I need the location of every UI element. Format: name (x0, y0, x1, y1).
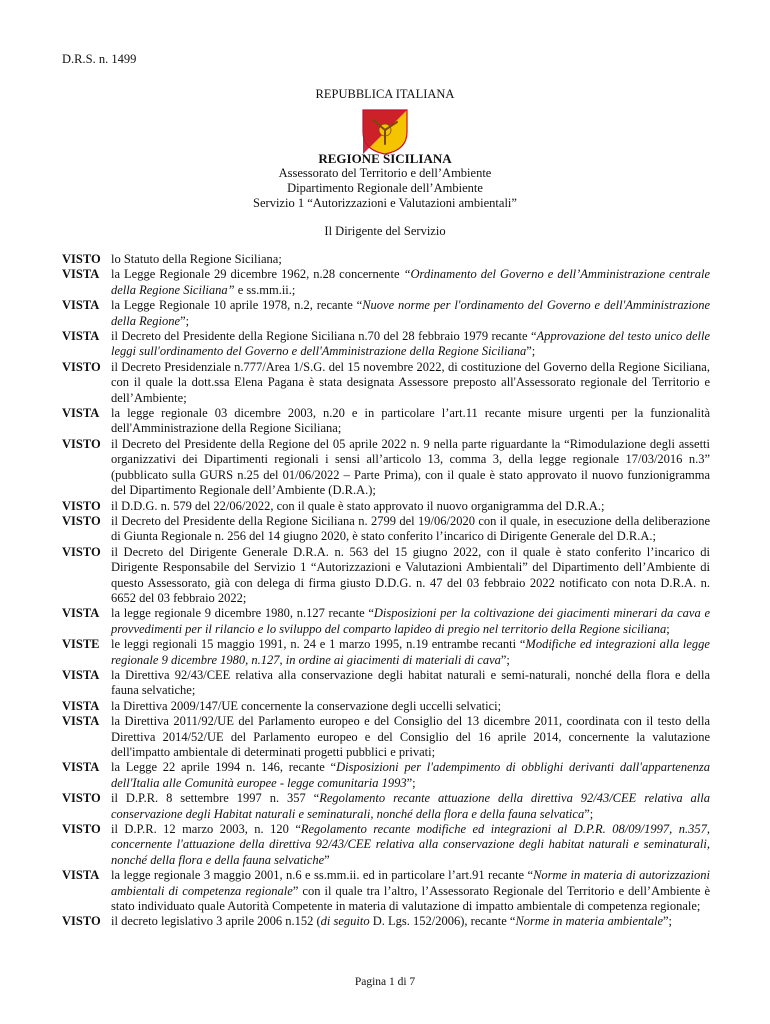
dipartimento-line: Dipartimento Regionale dell’Ambiente (287, 181, 483, 195)
entry-text: il Decreto del Presidente della Regione del 05 aprile 2022 n. 9 nella parte riguardante la “Rimodulazione degli assetti organizzativi dei Dipartimenti regionali i sensi all’articolo 13, comma 3, della legge regionale 17/03/2016 n.3” (pubblicato sulla GURS n.25 del 01/06/2022 – Parte Prima), con il quale è stato approvato il nuovo funzionigramma del Dipartimento Regionale dell’Ambiente (D.R.A.); (111, 436, 710, 498)
entry-verb: VISTO (62, 498, 101, 513)
entry-verb: VISTA (62, 868, 100, 883)
preamble-entry (62, 329, 710, 360)
preamble-entry (62, 267, 710, 298)
entry-verb: VISTO (62, 436, 101, 451)
preamble-entry (62, 437, 710, 499)
preamble-entry (62, 252, 710, 267)
entry-text: il Decreto del Presidente della Regione Siciliana n.70 del 28 febbraio 1979 recante “Approvazione del testo unico delle leggi sull'ordinamento del Governo e dell'Amministrazione della Regione Siciliana”; (111, 329, 710, 359)
entry-verb: VISTO (62, 914, 101, 929)
entry-verb: VISTE (62, 637, 100, 652)
entry-text: la Legge Regionale 10 aprile 1978, n.2, recante “Nuove norme per l'ordinamento del Governo e dell'Amministrazione della Regione”; (111, 298, 710, 328)
preamble-entry (62, 499, 710, 514)
sicily-trinacria-emblem-icon (359, 108, 411, 156)
entry-verb: VISTO (62, 822, 101, 837)
servizio-line: Servizio 1 “Autorizzazioni e Valutazioni ambientali” (253, 196, 517, 210)
entry-text: il decreto legislativo 3 aprile 2006 n.152 (di seguito D. Lgs. 152/2006), recante “Norme in materia ambientale”; (111, 914, 673, 929)
entry-verb: VISTO (62, 544, 101, 559)
preamble-entry (62, 545, 710, 607)
entry-verb: VISTA (62, 760, 100, 775)
page-number: Pagina 1 di 7 (354, 976, 416, 988)
preamble-entry (62, 637, 710, 668)
entry-text: la Legge Regionale 29 dicembre 1962, n.28 concernente “Ordinamento del Governo e dell’Amministrazione centrale della Regione Siciliana” e ss.mm.ii.; (111, 267, 711, 297)
entry-verb: VISTA (62, 406, 100, 421)
assessorato-line: Assessorato del Territorio e dell’Ambiente (278, 166, 492, 180)
preamble-entry (62, 714, 710, 760)
entry-verb: VISTA (62, 667, 100, 682)
entry-text: le leggi regionali 15 maggio 1991, n. 24 e 1 marzo 1995, n.19 entrambe recanti “Modifiche ed integrazioni alla legge regionale 9 dicembre 1980, n.127, in ordine ai giacimenti di materiali di cava”; (111, 637, 710, 667)
region-title: REGIONE SICILIANA (318, 151, 452, 166)
entry-verb: VISTO (62, 252, 101, 266)
entry-verb: VISTA (62, 714, 100, 729)
entry-text: il D.D.G. n. 579 del 22/06/2022, con il quale è stato approvato il nuovo organigramma del D.R.A.; (111, 498, 605, 513)
preamble-entry (62, 406, 710, 437)
entry-text: la Direttiva 2009/147/UE concernente la conservazione degli uccelli selvatici; (111, 698, 502, 713)
preamble-entry (62, 668, 710, 699)
decree-number: D.R.S. n. 1499 (62, 52, 137, 66)
entry-text: la legge regionale 9 dicembre 1980, n.127 recante “Disposizioni per la coltivazione dei giacimenti minerari da cava e provvedimenti per il rilancio e lo sviluppo del comparto lapideo di pregio nel territorio della Regione siciliana; (111, 606, 710, 636)
preamble-entry (62, 760, 710, 791)
dirigente-line: Il Dirigente del Servizio (324, 224, 446, 238)
republic-heading: REPUBBLICA ITALIANA (315, 87, 455, 101)
entry-verb: VISTA (62, 606, 100, 621)
entry-text: la Direttiva 92/43/CEE relativa alla conservazione degli habitat naturali e semi-naturali, nonché della flora e della fauna selvatiche; (111, 667, 710, 698)
entry-text: lo Statuto della Regione Siciliana; (111, 252, 282, 266)
entry-verb: VISTO (62, 791, 101, 806)
entry-verb: VISTA (62, 298, 100, 313)
entry-text: la legge regionale 03 dicembre 2003, n.20 e in particolare l’art.11 recante misure urgenti per la funzionalità dell'Amministrazione della Regione Siciliana; (111, 406, 710, 436)
entry-text: la Direttiva 2011/92/UE del Parlamento europeo e del Consiglio del 13 dicembre 2011, coordinata con il testo della Direttiva 2014/52/UE del Parlamento europeo e del Consiglio del 16 aprile 2014, concernente la valutazione dell'impatto ambientale di determinati progetti pubblici e privati; (111, 714, 710, 759)
preamble-list (62, 252, 710, 930)
entry-verb: VISTO (62, 513, 101, 528)
preamble-entry (62, 868, 710, 914)
entry-text: il D.P.R. 12 marzo 2003, n. 120 “Regolamento recante modifiche ed integrazioni al D.P.R. 08/09/1997, n.357, concernente l'attuazione della direttiva 92/43/CEE relativa alla conservazione degli habitat naturali e seminaturali, nonché della flora e della fauna selvatiche” (111, 822, 710, 867)
entry-verb: VISTA (62, 329, 100, 344)
entry-text: il Decreto del Presidente della Regione Siciliana n. 2799 del 19/06/2020 con il quale, in esecuzione della deliberazione di Giunta Regionale n. 256 del 14 giugno 2020, è stato conferito l’incarico di Dirigente Generale del D.R.A.; (111, 513, 710, 544)
entry-verb: VISTO (62, 359, 101, 374)
entry-text: il Decreto del Dirigente Generale D.R.A. n. 563 del 15 giugno 2022, con il quale è stato conferito l’incarico di Dirigente Responsabile del Servizio 1 “Autorizzazioni e Valutazioni Ambientali” del Dipartimento dell’Ambiente di questo Assessorato, già con delega di firma giusto D.D.G. n. 47 del 03 febbraio 2022 notificato con nota D.R.A. n. 6652 del 03 febbraio 2022; (111, 544, 710, 605)
entry-text: la Legge 22 aprile 1994 n. 146, recante “Disposizioni per l'adempimento di obblighi derivanti dall'appartenenza dell'Italia alle Comunità europee - legge comunitaria 1993”; (111, 760, 711, 790)
preamble-entry (62, 699, 710, 714)
preamble-entry (62, 914, 710, 929)
entry-text: il D.P.R. 8 settembre 1997 n. 357 “Regolamento recante attuazione della direttiva 92/43/CEE relativa alla conservazione degli Habitat naturali e seminaturali, nonché della flora e della fauna selvatica”; (111, 791, 710, 821)
preamble-entry (62, 606, 710, 637)
preamble-entry (62, 822, 710, 868)
preamble-entry (62, 791, 710, 822)
entry-text: la legge regionale 3 maggio 2001, n.6 e ss.mm.ii. ed in particolare l’art.91 recante “Norme in materia di autorizzazioni ambientali di competenza regionale” con il quale tra l’altro, l’Assessorato Regionale del Territorio e dell’Ambiente è stato individuato quale Autorità Competente in materia di valutazione di impatto ambientale di competenza regionale; (111, 868, 710, 914)
preamble-entry (62, 514, 710, 545)
entry-text: il Decreto Presidenziale n.777/Area 1/S.G. del 15 novembre 2022, di costituzione del Governo della Regione Siciliana, con il quale la dott.ssa Elena Pagana è stata designata Assessore preposto all'Assessorato regionale del Territorio e dell’Ambiente; (111, 359, 710, 405)
entry-verb: VISTA (62, 698, 100, 713)
preamble-entry (62, 360, 710, 406)
preamble-entry (62, 298, 710, 329)
entry-verb: VISTA (62, 267, 100, 282)
